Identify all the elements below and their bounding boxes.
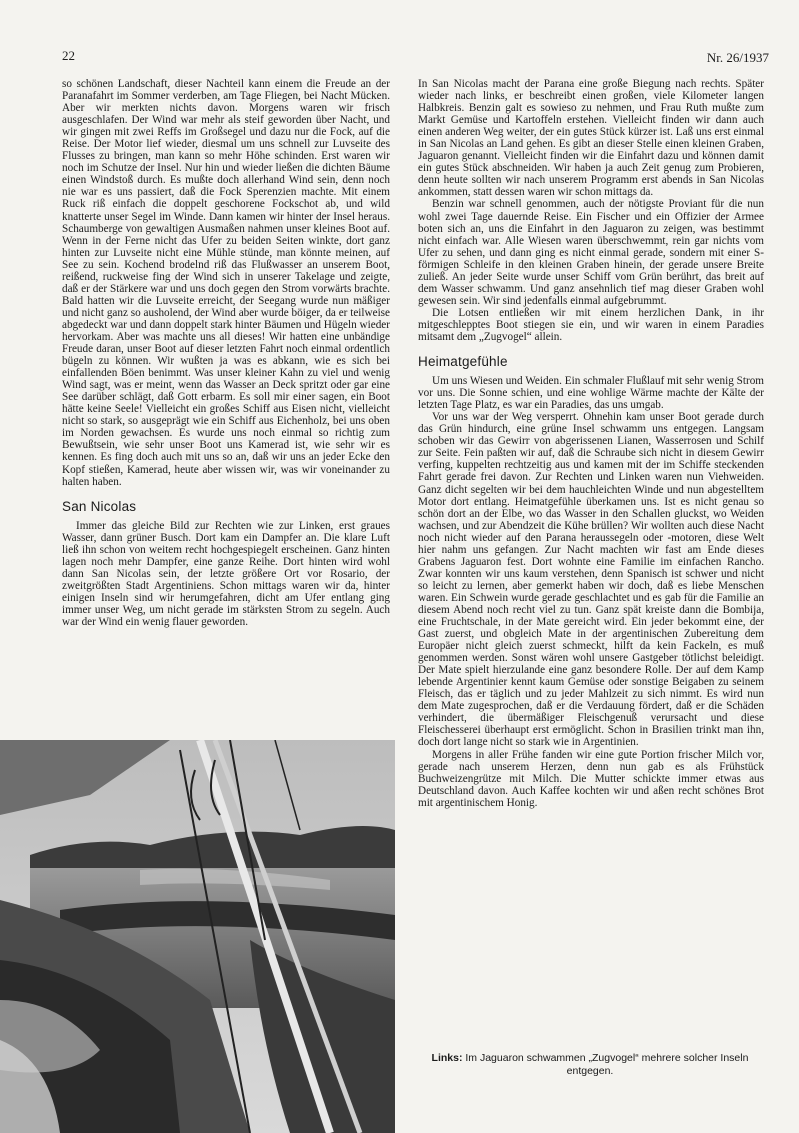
sailboat-photo <box>0 740 395 1133</box>
photo-caption <box>410 1052 770 1078</box>
paragraph: Morgens in aller Frühe fanden wir eine gute Portion frischer Milch vor, gerade nach unserem Herzen, denn nun gab es als Frühstück Buchweizengrütze mit Milch. Die Mutter schickte immer etwas aus Deutschland davon. Auch Kaffee kochten wir und aßen recht schönes Brot mit argentinischem Honig. <box>418 748 764 809</box>
right-column <box>418 78 764 809</box>
caption-text: Im Jaguaron schwammen „Zugvogel“ mehrere solcher Inseln entgegen. <box>465 1052 749 1077</box>
paragraph: Immer das gleiche Bild zur Rechten wie zur Linken, erst graues Wasser, dann grüner Busch. Dort kam ein Dampfer an. Die klare Luft ließ ihn schon von weitem recht hochgespiegelt erscheinen. Ganz hinten lagen noch mehr Dampfer, eine ganze Reihe. Dort hinten wird wohl dann San Nicolas sein, der letzte größere Ort vor Rosario, der zweitgrößten Stadt Argentiniens. Schon mittags waren wir da, hinter einigen Inseln sind wir herumgefahren, dicht am Ufer entlang ging immer unser Weg, um nicht gerade im stärksten Strom zu segeln. Auch war der Wind ein wenig flauer geworden. <box>62 519 390 629</box>
paragraph: Die Lotsen entließen wir mit einem herzlichen Dank, in ihr mitgeschlepptes Boot stiegen sie ein, und wir waren in einem Paradies mitsamt dem „Zugvogel“ allein. <box>418 306 764 343</box>
photo-illustration <box>0 740 395 1133</box>
left-column <box>62 78 390 628</box>
paragraph: Vor uns war der Weg versperrt. Ohnehin kam unser Boot gerade durch das Grün hindurch, eine grüne Insel schwamm uns entgegen. Langsam schoben wir das Gewirr von abgerissenen Lianen, Wasserrosen und Schilf zur Seite. Fein paßten wir auf, daß die Schraube sich nicht in diesem Gewirr verfing, kuppelten rechtzeitig aus und kamen mit der im Schiffe steckenden Fahrt gerade frei davon. Zur Rechten und Linken waren nun Viehweiden. Ganz dicht segelten wir bei dem hauchleichten Winde und nun abgestelltem Motor dort entlang. Heimatgefühle überkamen uns. Ist es nicht genau so schön dort an der Elbe, wo das Wasser in den Schallen gluckst, wo Weiden wachsen, und zur Abendzeit die Kühe brüllen? Wir wollten auch diese Nacht noch nicht wieder auf den Parana heraussegeln oder -motoren, diese Welt hier nahm uns gefangen. Zur Nacht machten wir fast am Ende dieses Grabens Jaguaron fest. Dort wohnte eine Familie im einfachen Rancho. Zwar konnten wir uns kaum verstehen, denn Spanisch ist schwer und nicht so leicht zu lernen, aber gemerkt haben wir doch, daß es liebe Menschen waren. Ein Schwein wurde gerade geschlachtet und es gab für die Familie an diesem Abend noch recht viel zu tun. Ganz spät kreiste dann die Bombija, eine Fruchtschale, in der Mate gereicht wird. Ein jeder bekommt eine, der Gast zuerst, und obgleich Mate in der argentinischen Zubereitung dem Europäer nicht gleich zuerst schmeckt, hilft da kein Fackeln, es muß genommen werden. Sonst wären wohl unsere Gastgeber tötlichst beleidigt. Der Mate spielt hierzulande eine ganz besondere Rolle. Der auf dem Kamp lebende Argentinier kennt kaum Gemüse oder sonstige Beigaben zu seinem Fleisch, das er täglich und zu jeder Mahlzeit zu sich nimmt. Es wird nun dem Mate zugesprochen, daß er die Verdauung fördert, daß er die Schäden verhindert, die übermäßiger Fleischgenuß verursacht und diese Fleischesserei überhaupt erst ermöglicht. Schon in Brasilien trinkt man ihn, doch dort lange nicht so stark wie in Argentinien. <box>418 411 764 749</box>
caption-prefix: Links: <box>431 1052 466 1064</box>
paragraph: In San Nicolas macht der Parana eine große Biegung nach rechts. Später wieder nach links, er beschreibt einen großen, viele Kilometer langen Halbkreis. Benzin galt es sowieso zu nehmen, und Frau Ruth mußte zum Markt Gemüse und Kartoffeln erstehen. Vielleicht finden wir dann auch einen anderen Weg weiter, der ein gutes Stück kürzer ist. Laß uns erst einmal in San Nicolas an Land gehen. Es gibt an dieser Stelle einen kleinen Graben, Jaguaron genannt. Vielleicht finden wir die Einfahrt dazu und können damit ein gutes Stück abschneiden. Wir haben ja auch Zeit genug zum Probieren, denn heute sollten wir nach unserem Programm erst abends in San Nicolas ankommen, statt dessen waren wir schon mittags da. <box>418 78 764 199</box>
issue-number: Nr. 26/1937 <box>706 50 769 65</box>
section-heading-san-nicolas: San Nicolas <box>62 498 137 514</box>
paragraph: so schönen Landschaft, dieser Nachteil kann einem die Freude an der Paranafahrt im Sommer verderben, am Tage Fliegen, bei Nacht Mücken. Aber wir merkten nichts davon. Morgens waren wir frisch ausgeschlafen. Der Wind war mehr als steif geworden über Nacht, und wir gingen mit zwei Reffs im Großsegel und dazu nur die Fock, auf die Reise. Der Motor lief wieder, diesmal um uns schnell zur Luvseite des Flusses zu bringen, man kann so mehr Höhe schinden. Erst waren wir noch im Schutze der Insel. Nur hin und wieder ließen die dichten Bäume einen Windstoß durch. Es mußte doch allerhand Wind sein, denn noch nie war es uns passiert, daß die Fock Sperenzien machte. Mit einem Ruck riß einfach die doppelt geschorene Fockschot ab, und wild knatterte unser Segel im Winde. Dann kamen wir hinter der Insel heraus. Schaumberge von gewaltigen Ausmaßen nahmen unser kleines Boot auf. Wenn in der Ferne nicht das Ufer zu beiden Seiten winkte, dort ganz hinten zur Luvseite nicht eine Mühle stünde, man könnte meinen, auf See zu sein. Kochend brodelnd riß das Flußwasser an unserem Boot, reißend, ruckweise fing der Wind sich in unserer Takelage und zeigte, daß er der Stärkere war und uns doch gegen den Strom vorwärts brachte. Bald hatten wir die Luvseite erreicht, der Seegang wurde nun mäßiger und nicht ganz so ausholend, der Wind aber wurde böiger, da er teilweise abgedeckt war und dann doppelt stark hinter Bäumen und Hügeln wieder hervorkam. Aber was machte uns all dieses! Wir hatten eine unbändige Freude daran, unser Boot auf dieser letzten Fahrt noch einmal ordentlich bügeln zu können. Wir wußten ja was es abkann, wie es sich bei einfallenden Böen benimmt. Was unser kleiner Kahn zu viel und wenig Wind sagt, was er meint, wenn das Wasser an Deck spritzt oder gar eine See darüber schlägt, daß Gott erbarm. Es soll mir einer sagen, ein Boot hätte keine Seele! Vielleicht ein großes Schiff aus Eisen nicht, vielleicht nicht so stark, so ausgeprägt wie ein Schiff aus Eichenholz, bei uns oben im Norden gewachsen. Es wurde uns noch einmal so richtig zum Bewußtsein, wie sehr unser Boot uns Kamerad ist, wie sehr wir es kennen. Es fing doch auch mit uns so an, daß wir uns an jeder Ecke den Kopf stießen, Kamerad, heute aber wissen wir, was wir voneinander zu halten haben. <box>62 78 390 488</box>
paragraph: Um uns Wiesen und Weiden. Ein schmaler Flußlauf mit sehr wenig Strom vor uns. Die Sonne schien, und eine wohlige Wärme machte der Kälte der letzten Tage Platz, es war ein Paradies, das uns umgab. <box>418 375 764 412</box>
section-heading-heimatgefuehle: Heimatgefühle <box>418 354 508 370</box>
page-number: 22 <box>62 48 75 63</box>
paragraph: Benzin war schnell genommen, auch der nötigste Proviant für die nun wohl zwei Tage dauernde Reise. Ein Fischer und ein Offizier der Armee boten sich an, uns die Einfahrt in den Jaguaron zu zeigen, was bestimmt nicht einfach war. Alle Wiesen waren überschwemmt, rein gar nichts vom Ufer zu sehen, und dann ging es nicht einmal gerade, sondern mit einer S-förmigen Schleife in den kleinen Graben hinein, der gerade unsere Breite zuließ. An jeder Seite wurde unser Schiff vom Grün berührt, das breit auf dem Wasser schwamm. Und ganz ansehnlich tief mag dieser Graben wohl gewesen sein. Wir sind jedenfalls einmal aufgebrummt. <box>418 198 764 307</box>
